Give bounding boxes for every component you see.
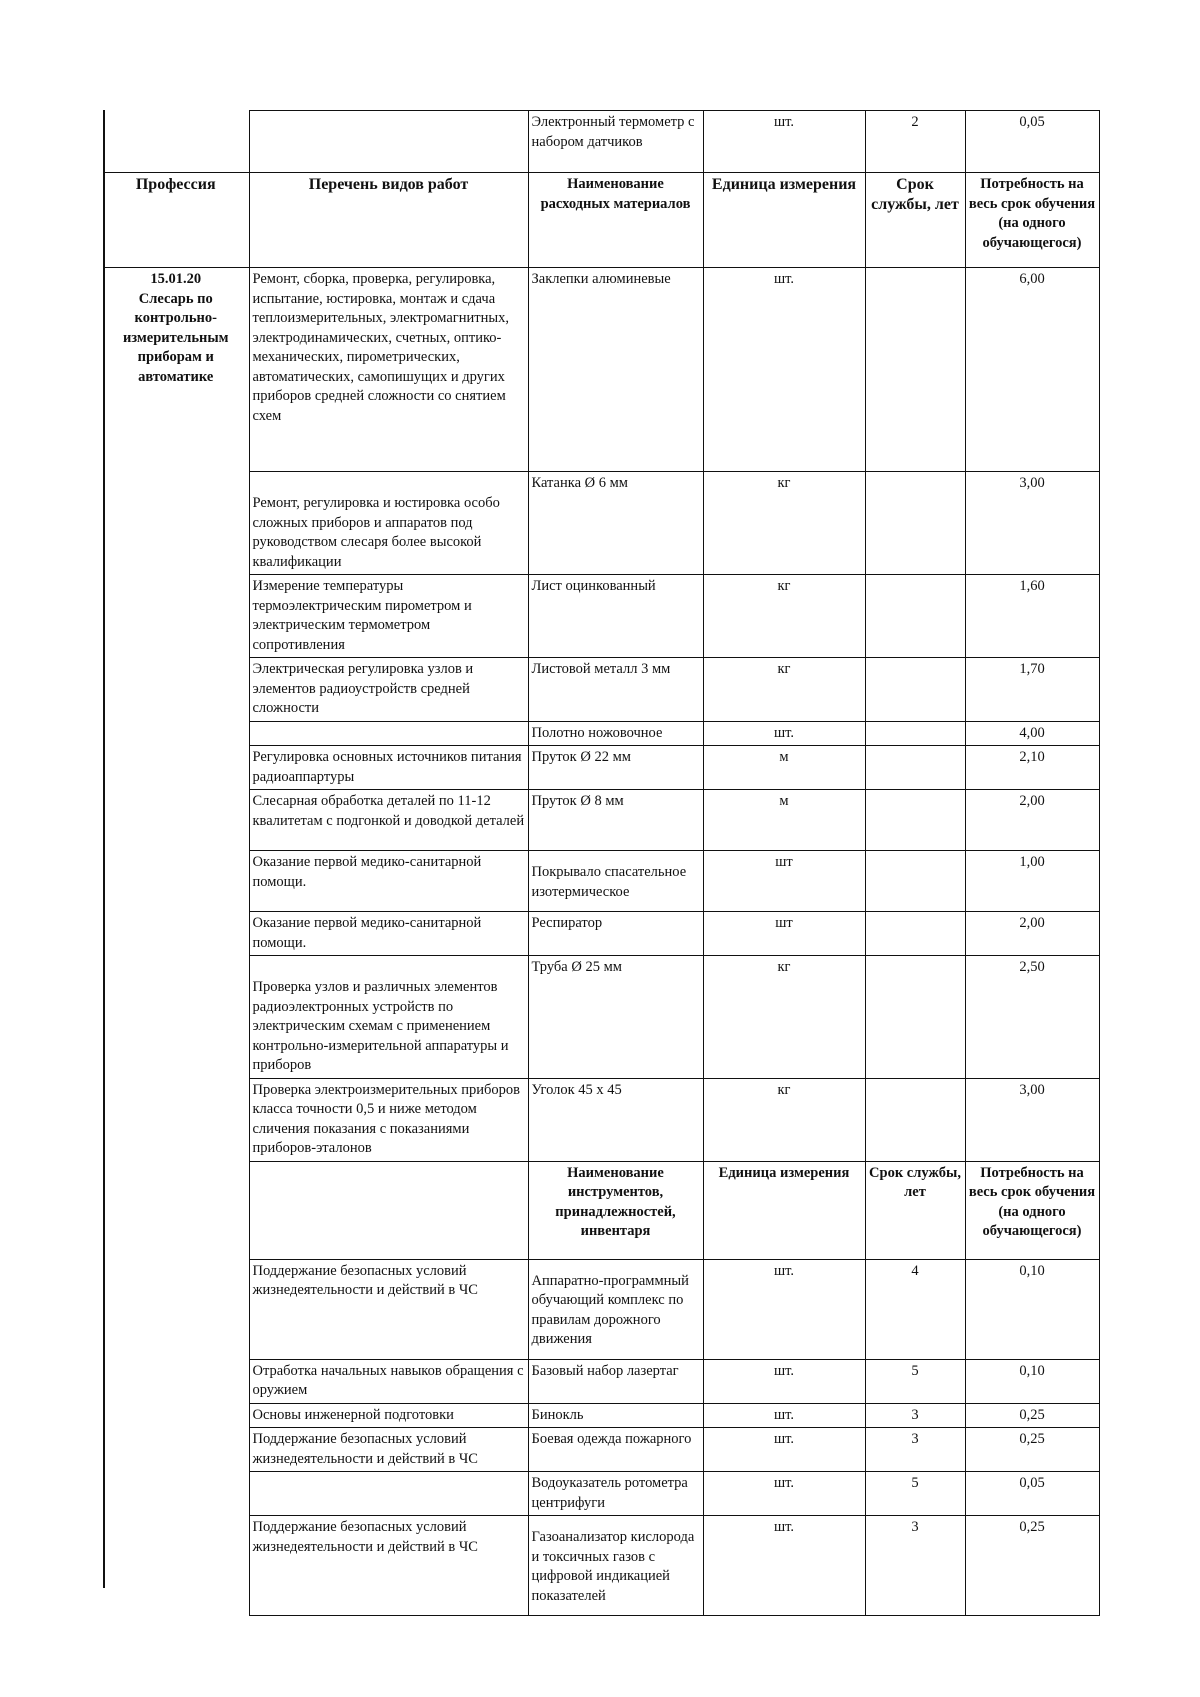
item-cell: Уголок 45 х 45 <box>528 1078 703 1161</box>
work-cell: Слесарная обработка деталей по 11-12 квалитетам с подгонкой и доводкой деталей <box>249 790 528 851</box>
work-cell: Отработка начальных навыков обращения с оружием <box>249 1359 528 1403</box>
item-cell: Катанка Ø 6 мм <box>528 472 703 575</box>
item-cell: Боевая одежда пожарного <box>528 1428 703 1472</box>
header-tools: Наименование инструментов, принадлежностей, инвентаря <box>528 1161 703 1259</box>
item-cell: Базовый набор лазертаг <box>528 1359 703 1403</box>
work-cell: Оказание первой медико-санитарной помощи. <box>249 912 528 956</box>
table-header-row <box>103 1161 1099 1259</box>
need-cell: 2,10 <box>965 746 1099 790</box>
profession-name: Слесарь по контрольно-измерительным приборам и автоматике <box>122 290 229 385</box>
item-cell: Заклепки алюминевые <box>528 268 703 472</box>
unit-cell: шт. <box>703 268 865 472</box>
need-cell: 0,25 <box>965 1516 1099 1616</box>
term-cell: 5 <box>865 1359 965 1403</box>
term-cell: 5 <box>865 1472 965 1516</box>
unit-cell: шт <box>703 851 865 912</box>
need-cell: 2,50 <box>965 956 1099 1079</box>
unit-cell: шт. <box>703 1472 865 1516</box>
header-need: Потребность на весь срок обучения (на одного обучающегося) <box>965 1161 1099 1259</box>
table-row <box>103 1516 1099 1616</box>
need-cell: 0,10 <box>965 1259 1099 1359</box>
table-row <box>103 1403 1099 1428</box>
term-cell <box>865 721 965 746</box>
need-cell: 0,25 <box>965 1403 1099 1428</box>
work-cell: Поддержание безопасных условий жизнедеятельности и действий в ЧС <box>249 1428 528 1472</box>
table-row <box>103 790 1099 851</box>
work-cell: Проверка электроизмерительных приборов класса точности 0,5 и ниже методом сличения показания с показаниями приборов-эталонов <box>249 1078 528 1161</box>
term-cell <box>865 472 965 575</box>
need-cell: 6,00 <box>965 268 1099 472</box>
item-cell: Газоанализатор кислорода и токсичных газов с цифровой индикацией показателей <box>528 1516 703 1616</box>
materials-table <box>103 110 1100 1616</box>
table-row <box>103 575 1099 658</box>
table-header-row <box>103 173 1099 268</box>
table-row <box>103 472 1099 575</box>
need-cell: 3,00 <box>965 472 1099 575</box>
header-works: Перечень видов работ <box>249 173 528 268</box>
term-cell <box>865 1078 965 1161</box>
need-cell: 0,25 <box>965 1428 1099 1472</box>
work-cell: Поддержание безопасных условий жизнедеятельности и действий в ЧС <box>249 1259 528 1359</box>
header-works-empty <box>249 1161 528 1259</box>
unit-cell: шт. <box>703 1259 865 1359</box>
unit-cell: шт. <box>703 111 865 173</box>
work-cell: Проверка узлов и различных элементов радиоэлектронных устройств по электрическим схемам с применением контрольно-измерительной аппаратуры и приборов <box>249 956 528 1079</box>
term-cell: 3 <box>865 1516 965 1616</box>
term-cell <box>865 746 965 790</box>
item-cell: Труба Ø 25 мм <box>528 956 703 1079</box>
term-cell: 3 <box>865 1428 965 1472</box>
need-cell: 2,00 <box>965 790 1099 851</box>
header-need: Потребность на весь срок обучения (на одного обучающегося) <box>965 173 1099 268</box>
need-cell: 2,00 <box>965 912 1099 956</box>
term-cell <box>865 956 965 1079</box>
table-row <box>103 268 1099 472</box>
need-cell: 0,05 <box>965 111 1099 173</box>
unit-cell: кг <box>703 956 865 1079</box>
work-cell: Ремонт, сборка, проверка, регулировка, испытание, юстировка, монтаж и сдача теплоизмерительных, электромагнитных, электродинамических, счетных, оптико-механических, пирометрических, автоматических, самопишущих и других приборов средней сложности со снятием схем <box>249 268 528 472</box>
unit-cell: кг <box>703 658 865 722</box>
term-cell <box>865 790 965 851</box>
profession-cell <box>103 268 249 1616</box>
profession-code: 15.01.20 <box>150 271 202 287</box>
need-cell: 4,00 <box>965 721 1099 746</box>
item-cell: Бинокль <box>528 1403 703 1428</box>
unit-cell: кг <box>703 472 865 575</box>
need-cell: 1,00 <box>965 851 1099 912</box>
item-cell: Полотно ножовочное <box>528 721 703 746</box>
term-cell <box>865 851 965 912</box>
need-cell: 3,00 <box>965 1078 1099 1161</box>
need-cell: 1,70 <box>965 658 1099 722</box>
work-cell: Поддержание безопасных условий жизнедеятельности и действий в ЧС <box>249 1516 528 1616</box>
need-cell: 0,10 <box>965 1359 1099 1403</box>
unit-cell: шт. <box>703 721 865 746</box>
table-row <box>103 1078 1099 1161</box>
table-row <box>103 111 1099 173</box>
item-cell: Водоуказатель ротометра центрифуги <box>528 1472 703 1516</box>
work-cell: Измерение температуры термоэлектрическим пирометром и электрическим термометром сопротивления <box>249 575 528 658</box>
table-row <box>103 1259 1099 1359</box>
table-row <box>103 851 1099 912</box>
work-cell <box>249 111 528 173</box>
unit-cell: м <box>703 746 865 790</box>
item-cell: Лист оцинкованный <box>528 575 703 658</box>
term-cell <box>865 912 965 956</box>
table-row <box>103 1359 1099 1403</box>
unit-cell: м <box>703 790 865 851</box>
term-cell: 4 <box>865 1259 965 1359</box>
term-cell <box>865 575 965 658</box>
term-cell <box>865 658 965 722</box>
table-row <box>103 746 1099 790</box>
header-term: Срок службы, лет <box>865 1161 965 1259</box>
unit-cell: кг <box>703 575 865 658</box>
header-term: Срок службы, лет <box>865 173 965 268</box>
item-cell: Электронный термометр с набором датчиков <box>528 111 703 173</box>
profession-cell-empty <box>103 111 249 173</box>
header-materials: Наименование расходных материалов <box>528 173 703 268</box>
unit-cell: шт. <box>703 1516 865 1616</box>
table-row <box>103 956 1099 1079</box>
item-cell: Аппаратно-программный обучающий комплекс по правилам дорожного движения <box>528 1259 703 1359</box>
work-cell: Регулировка основных источников питания радиоаппартуры <box>249 746 528 790</box>
header-unit: Единица измерения <box>703 173 865 268</box>
need-cell: 1,60 <box>965 575 1099 658</box>
item-cell: Листовой металл 3 мм <box>528 658 703 722</box>
table-row <box>103 721 1099 746</box>
item-cell: Пруток Ø 22 мм <box>528 746 703 790</box>
work-cell: Основы инженерной подготовки <box>249 1403 528 1428</box>
item-cell: Респиратор <box>528 912 703 956</box>
work-cell <box>249 1472 528 1516</box>
table-row <box>103 1472 1099 1516</box>
item-cell: Пруток Ø 8 мм <box>528 790 703 851</box>
unit-cell: шт. <box>703 1403 865 1428</box>
table-row <box>103 1428 1099 1472</box>
table-row <box>103 912 1099 956</box>
work-cell <box>249 721 528 746</box>
item-cell: Покрывало спасательное изотермическое <box>528 851 703 912</box>
work-cell: Ремонт, регулировка и юстировка особо сложных приборов и аппаратов под руководством слесаря более высокой квалификации <box>249 472 528 575</box>
header-profession: Профессия <box>103 173 249 268</box>
term-cell <box>865 268 965 472</box>
header-unit: Единица измерения <box>703 1161 865 1259</box>
work-cell: Электрическая регулировка узлов и элементов радиоустройств средней сложности <box>249 658 528 722</box>
work-cell: Оказание первой медико-санитарной помощи. <box>249 851 528 912</box>
term-cell: 3 <box>865 1403 965 1428</box>
unit-cell: кг <box>703 1078 865 1161</box>
table-row <box>103 658 1099 722</box>
unit-cell: шт. <box>703 1428 865 1472</box>
unit-cell: шт <box>703 912 865 956</box>
unit-cell: шт. <box>703 1359 865 1403</box>
need-cell: 0,05 <box>965 1472 1099 1516</box>
term-cell: 2 <box>865 111 965 173</box>
